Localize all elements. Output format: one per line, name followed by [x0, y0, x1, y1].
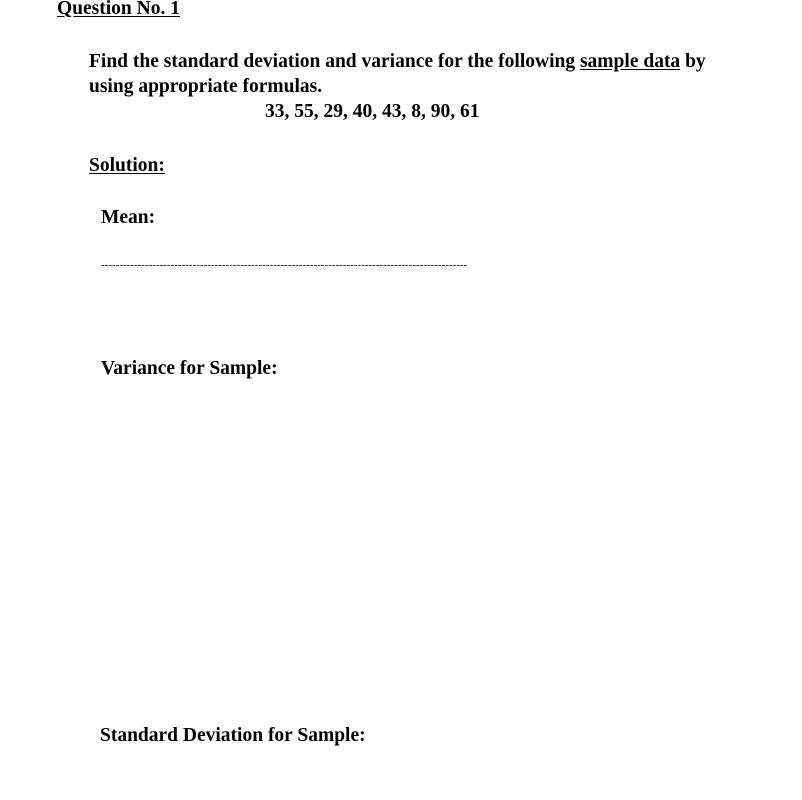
data-values: 33, 55, 29, 40, 43, 8, 90, 61 — [265, 101, 480, 122]
variance-label: Variance for Sample: — [101, 358, 278, 379]
dashed-divider: ---------------------------------------------------------------------------------------------------- — [101, 259, 468, 271]
question-line-1-start: Find the standard deviation and variance for the following — [89, 51, 580, 72]
solution-heading: Solution: — [89, 155, 165, 176]
question-heading: Question No. 1 — [57, 0, 180, 19]
question-text — [89, 49, 706, 99]
question-line-2: using appropriate formulas. — [89, 76, 323, 97]
sample-data-underlined: sample data — [579, 51, 681, 72]
std-deviation-label: Standard Deviation for Sample: — [100, 725, 366, 746]
mean-label: Mean: — [101, 207, 156, 228]
question-line-1 — [89, 49, 706, 74]
question-line-1-end: by — [680, 51, 706, 72]
